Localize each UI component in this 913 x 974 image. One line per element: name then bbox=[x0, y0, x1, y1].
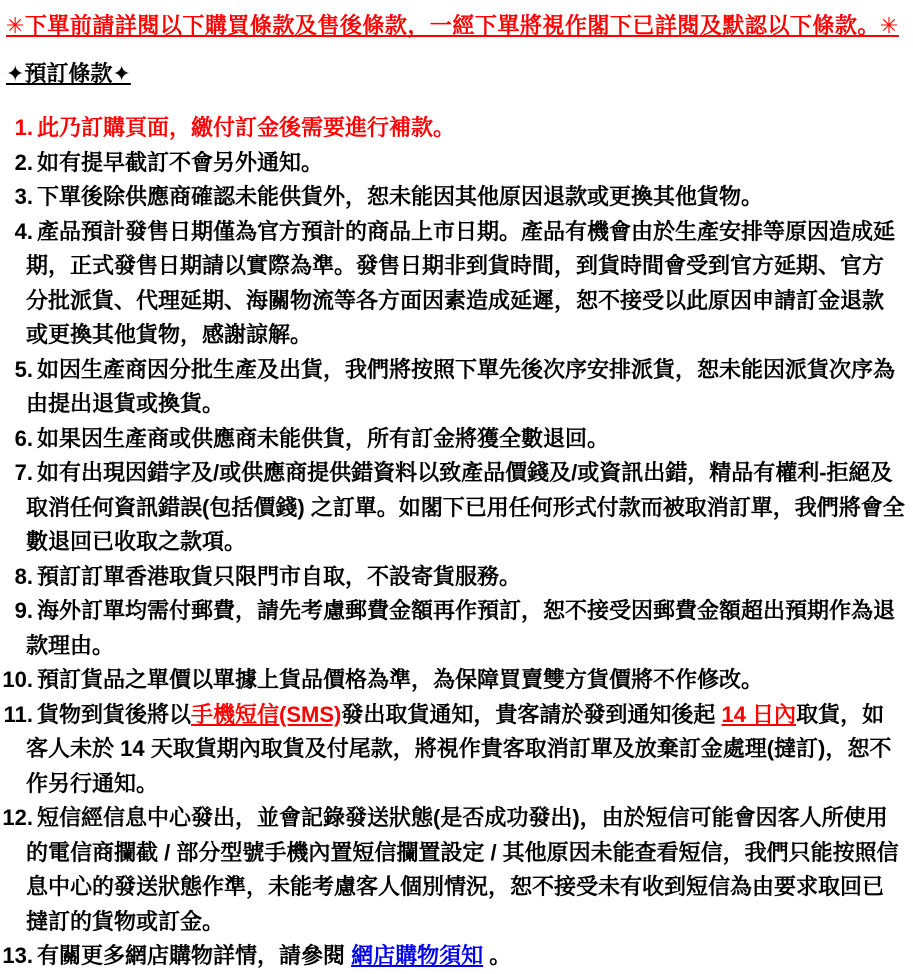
term-item bbox=[2, 180, 905, 215]
term-text-segment: 預訂訂單香港取貨只限門市自取，不設寄貨服務。 bbox=[37, 563, 522, 589]
term-text-segment: 如因生產商因分批生產及出貨，我們將按照下單先後次序安排派貨，恕未能因派貨次序為由提出退貨或換貨。 bbox=[26, 356, 896, 416]
term-text-segment: 如有出現因錯字及/或供應商提供錯資料以致產品價錢及/或資訊出錯，精品有權利-拒絕及取消任何資訊錯誤(包括價錢) 之訂單。如閣下已用任何形式付款而被取消訂單，我們將會全數退回已收取之款項。 bbox=[26, 460, 905, 554]
term-item-number: 1. bbox=[14, 115, 33, 140]
term-item-number: 8. bbox=[14, 563, 33, 589]
term-item bbox=[2, 215, 905, 353]
term-item bbox=[2, 801, 905, 939]
term-item-text bbox=[37, 184, 763, 209]
term-item-number: 9. bbox=[14, 598, 33, 623]
term-item-number: 11. bbox=[3, 701, 33, 727]
term-text-segment: 。 bbox=[483, 943, 512, 968]
term-item-text bbox=[26, 598, 895, 658]
term-item-text bbox=[37, 115, 455, 140]
term-text-segment: 14 日內 bbox=[721, 701, 797, 727]
term-text-segment: 短信經信息中心發出，並會記錄發送狀態(是否成功發出)，由於短信可能會因客人所使用的電信商攔截 / 部分型號手機內置短信攔置設定 / 其他原因未能查看短信，我們只能按照信息中心的發送狀態作準，未能考慮客人個別情況，恕不接受未有收到短信為由要求取回已撻訂的貨物或訂金。 bbox=[26, 805, 899, 934]
term-item-number: 4. bbox=[14, 218, 33, 244]
term-item-text bbox=[26, 702, 891, 796]
term-text-segment: 發出取貨通知，貴客請於發到通知後起 bbox=[341, 701, 722, 727]
term-item bbox=[2, 663, 905, 698]
pre-order-warning-banner: ✳下單前請詳閱以下購買條款及售後條款，一經下單將視作閣下已詳閱及默認以下條款。✳ bbox=[6, 13, 899, 38]
term-text-segment: 如果因生產商或供應商未能供貨，所有訂金將獲全數退回。 bbox=[37, 425, 610, 451]
term-text-segment: 手機短信(SMS) bbox=[191, 701, 342, 727]
terms-list bbox=[2, 111, 905, 974]
term-item-number: 10. bbox=[2, 667, 33, 692]
term-item-text bbox=[37, 564, 521, 589]
term-item-number: 13. bbox=[2, 943, 33, 968]
term-item-text bbox=[26, 219, 895, 348]
term-text-segment: 貨物到貨後將以 bbox=[37, 701, 192, 727]
term-item bbox=[2, 560, 905, 595]
term-text-segment: 下單後除供應商確認未能供貨外，恕未能因其他原因退款或更換其他貨物。 bbox=[37, 184, 764, 209]
term-item bbox=[2, 698, 905, 802]
term-item-text bbox=[37, 943, 511, 968]
term-item bbox=[2, 422, 905, 457]
term-item-text bbox=[37, 426, 609, 451]
term-item bbox=[2, 111, 905, 146]
term-text-segment: 海外訂單均需付郵費，請先考慮郵費金額再作預訂，恕不接受因郵費金額超出預期作為退款理由。 bbox=[26, 598, 896, 658]
term-item-number: 3. bbox=[14, 184, 33, 209]
term-item-number: 6. bbox=[14, 425, 33, 451]
term-text-segment: 有關更多網店購物詳情，請參閱 bbox=[37, 943, 352, 968]
term-item-number: 2. bbox=[14, 149, 33, 175]
section-title-preorder-terms: ✦預訂條款✦ bbox=[6, 61, 131, 86]
term-item-text bbox=[26, 357, 895, 417]
term-item-number: 5. bbox=[14, 356, 33, 382]
term-item bbox=[2, 939, 905, 974]
term-item-text bbox=[37, 150, 323, 175]
term-text-segment: 產品預計發售日期僅為官方預計的商品上市日期。產品有機會由於生產安排等原因造成延期，正式發售日期請以實際為準。發售日期非到貨時間，到貨時間會受到官方延期、官方分批派貨、代理延期、海關物流等各方面因素造成延遲，恕不接受以此原因申請訂金退款或更換其他貨物，感謝諒解。 bbox=[26, 218, 896, 347]
term-item-number: 7. bbox=[14, 460, 33, 485]
term-item bbox=[2, 594, 905, 663]
term-item bbox=[2, 353, 905, 422]
term-item-text bbox=[26, 460, 905, 554]
term-text-segment: 取貨，如客人未於 14 天取貨期內取貨及付尾款，將視作貴客取消訂單及放棄訂金處理(撻訂)，恕不作另行通知。 bbox=[26, 701, 892, 796]
term-text-segment: 如有提早截訂不會另外通知。 bbox=[37, 149, 324, 175]
term-text-segment: 此乃訂購頁面，繳付訂金後需要進行補款。 bbox=[37, 115, 456, 140]
term-item bbox=[2, 456, 905, 560]
term-item-number: 12. bbox=[2, 805, 33, 830]
term-item-text bbox=[26, 805, 899, 934]
term-item-text bbox=[37, 667, 763, 692]
term-text-segment: 預訂貨品之單價以單據上貨品價格為準，為保障買賣雙方貨價將不作修改。 bbox=[37, 667, 764, 692]
term-item bbox=[2, 146, 905, 181]
store-shopping-notice-link[interactable]: 網店購物須知 bbox=[351, 943, 484, 968]
